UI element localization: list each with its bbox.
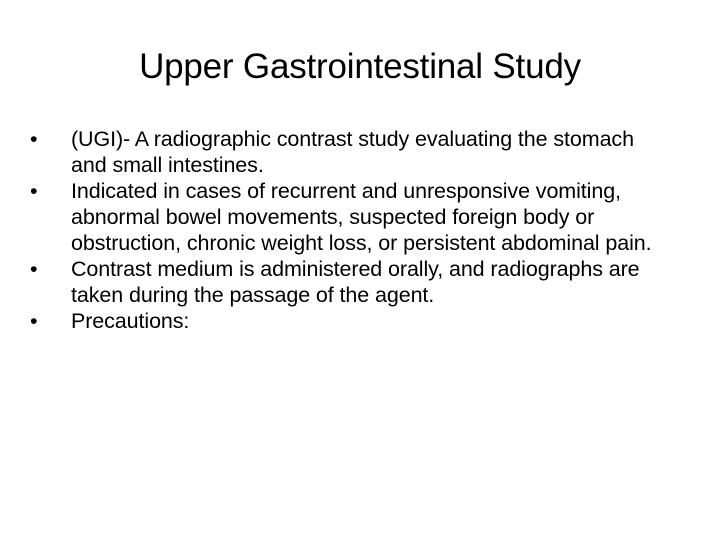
bullet-text: (UGI)- A radiographic contrast study evaluating the stomach and small intestines. (71, 127, 634, 177)
bullet-dot-icon: • (30, 309, 38, 333)
bullet-text: Precautions: (71, 309, 190, 333)
bullet-item-precautions (30, 308, 670, 334)
bullet-text: Indicated in cases of recurrent and unresponsive vomiting, abnormal bowel movements, suspected foreign body or obstruction, chronic weight loss, or persistent abdominal pain. (71, 179, 652, 255)
bullet-item-ugi-definition (30, 126, 670, 178)
bullet-dot-icon: • (30, 179, 38, 203)
bullet-list (30, 126, 670, 334)
bullet-dot-icon: • (30, 257, 38, 281)
bullet-item-procedure (30, 256, 670, 308)
bullet-item-indications (30, 178, 670, 256)
bullet-dot-icon: • (30, 127, 38, 151)
bullet-text: Contrast medium is administered orally, and radiographs are taken during the passage of the agent. (71, 257, 640, 307)
slide-title: Upper Gastrointestinal Study (139, 47, 581, 86)
